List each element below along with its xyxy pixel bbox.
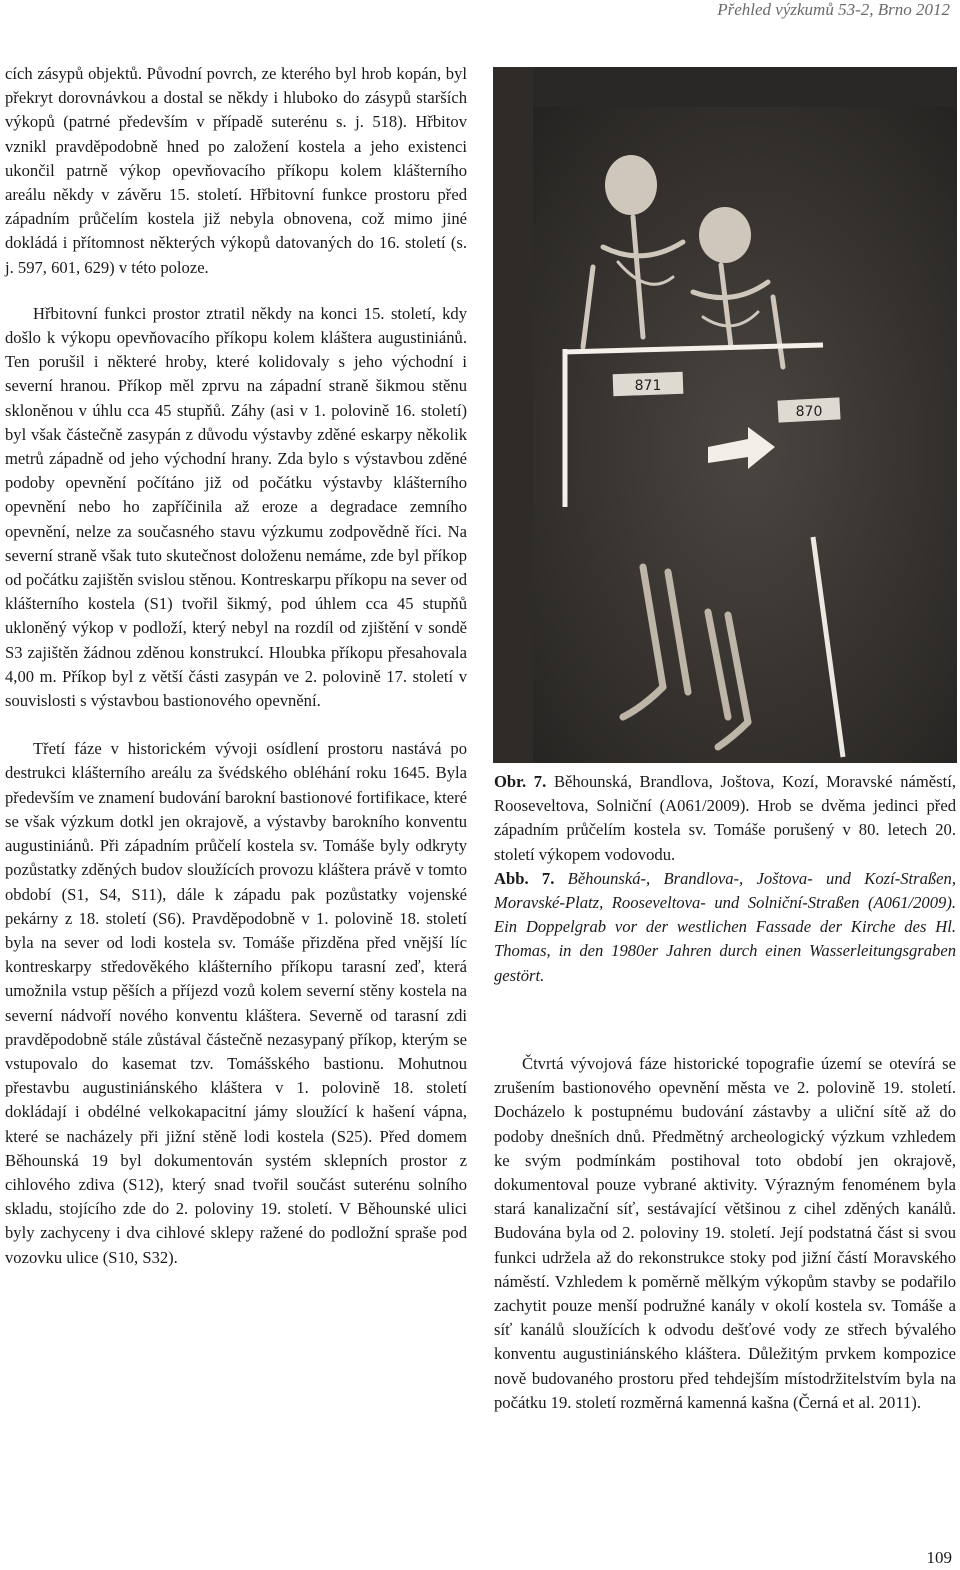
right-paragraph-1: Čtvrtá vývojová fáze historické topografie území se otevírá se zrušením bastionového opevnění města ve 2. polovině 19. století. Docházelo k postupnému budování zástavby a uliční sítě až do podoby dnešních dnů. Předmětný archeologický výzkum vzhledem ke svým podmínkám postihoval toto období jen okrajově, dokumentoval pouze vybrané aktivity. Výrazným fenoménem byla stará kanalizační síť, sestávající většinou z cihel zděných kanálů. Budována byla od 2. poloviny 19. století. Její podstatná část si svou funkci udržela až do rekonstrukce stoky pod jižní částí Moravského náměstí. Vzhledem k poměrně mělkým výkopům stavby se podařilo zachytit pouze menší podružné kanály v okolí kostela sv. Tomáše a síť kanálů sloužících k odvodu dešťové vody ze střech bývalého konventu augustiniánského kláštera. Důležitým prvkem kompozice nově budovaného prostoru před tehdejším místodržitelstvím byla na počátku 19. století rozměrná kamenná kašna (Černá et al. 2011).	[494, 1054, 956, 1412]
tag-871: 871	[634, 378, 662, 394]
skull-left	[605, 155, 657, 215]
caption-czech	[494, 770, 956, 867]
caption-abb-label: Abb. 7.	[494, 868, 555, 888]
right-column	[494, 1052, 956, 1415]
left-paragraph-2: Hřbitovní funkci prostor ztratil někdy na konci 15. století, kdy došlo k výkopu opevňovacího příkopu kolem kláštera augustiniánů. Ten porušil i některé hroby, které kolidovaly s jeho východní i severní hranou. Příkop měl zprvu na západní straně šikmou stěnu skloněnou v úhlu cca 45 stupňů. Záhy (asi v 1. polovině 16. století) byl však částečně zasypán z důvodu výstavby zděné eskarpy několik metrů západně od jeho východní hrany. Zda bylo s výstavbou zděné podoby opevnění počítáno již od počátku výstavby klášterního opevnění nebo ho zapříčinila až eroze a degradace zemního opevnění, nelze za současného stavu výzkumu zodpovědně říci. Na severní straně však tuto skutečnost doloženu nemáme, zde byl příkop od počátku zajištěn svislou stěnou. Kontreskarpu příkopu na sever od klášterního kostela (S1) tvořil šikmý, pod úhlem cca 45 stupňů ukloněný výkop v podloží, který nebyl na rozdíl od zjištění v sondě S3 zajištěn žádnou zděnou konstrukcí. Hloubka příkopu přesahovala 4,00 m. Příkop byl z větší části zasypán ve 2. polovině 17. století v souvislosti s výstavbou bastionového opevnění.	[5, 303, 467, 711]
caption-obr-label: Obr. 7.	[494, 772, 547, 791]
left-paragraph-3: Třetí fáze v historickém vývoji osídlení prostoru nastává po destrukci klášterního areálu za švédského obléhání roku 1645. Byla především ve znamení budování barokní bastionové fortifikace, které se však výzkum dotkl jen okrajově, a výstavby barokního konventu augustiniánů. Při západním průčelí kostela sv. Tomáše byly odkryty pozůstatky zděných budov sloužících provozu kláštera právě v tomto období (S1, S4, S11), dále k západu pak pozůstatky vojenské pekárny z 18. století (S6). Pravděpodobně v 1. polovině 18. století byla na sever od lodi kostela sv. Tomáše přizděna před vnější líc kontreskarpy středověkého klášterního příkopu tarasní zeď, která umožnila vstup pěších a příjezd vozů kolem severní stěny kostela na severní nádvoří nového konventu kláštera. Severně od tarasní zdi pravděpodobně stále zůstával částečně nezasypaný příkop, kterým se vstupovalo do kasemat tzv. Tomášského bastionu. Mohutnou přestavbu augustiniánského kláštera v 1. polovině 18. století dokládají i obdélné velkokapacitní jámy sloužící k hašení vápna, které se nacházely při jižní stěně lodi kostela (S25). Před domem Běhounská 19 byl dokumentován systém sklepních prostor z cihlového zdiva (S12), který snad tvořil součást suterénu solního skladu, stojícího zde do 2. poloviny 19. století. V Běhounské ulici byly zachyceny i dva cihlové sklepy ražené do podložní spraše pod vozovku ulice (S10, S32).	[5, 739, 467, 1267]
caption-obr-text: Běhounská, Brandlova, Joštova, Kozí, Moravské náměstí, Rooseveltova, Solniční (A061/2009). Hrob se dvěma jedinci před západním průčelím kostela sv. Tomáše porušený v 80. letech 20. století výkopem vodovodu.	[494, 772, 956, 864]
caption-german	[494, 867, 956, 988]
figure-caption	[494, 770, 956, 988]
skull-right	[699, 207, 751, 263]
caption-abb-text: Běhounská-, Brandlova-, Joštova- und Kozí-Straßen, Moravské-Platz, Rooseveltova- und Solniční-Straßen (A061/2009). Ein Doppelgrab vor der westlichen Fassade der Kirche des Hl. Thomas, in den 1980er Jahren durch einen Wasserleitungsgraben gestört.	[494, 868, 956, 985]
pit-edge	[493, 67, 957, 107]
left-column	[5, 62, 467, 1270]
excavation-photo	[493, 67, 957, 763]
running-head: Přehled výzkumů 53-2, Brno 2012	[717, 0, 950, 19]
tag-870: 870	[795, 404, 823, 420]
page-number: 109	[926, 1548, 952, 1567]
left-paragraph-1: cích zásypů objektů. Původní povrch, ze kterého byl hrob kopán, byl překryt dorovnávkou a dostal se někdy i hluboko do zásypů starších výkopů (patrné především v případě suterénu s. j. 518). Hřbitov vznikl pravděpodobně hned po založení kostela a jeho existenci ukončil patrně výkop opevňovacího příkopu kolem klášterního areálu někdy v závěru 15. století. Hřbitovní funkce prostoru před západním průčelím kostela již nebyla obnovena, což mimo jiné dokládá i přítomnost některých výkopů datovaných do 16. století (s. j. 597, 601, 629) v této poloze.	[5, 64, 467, 277]
